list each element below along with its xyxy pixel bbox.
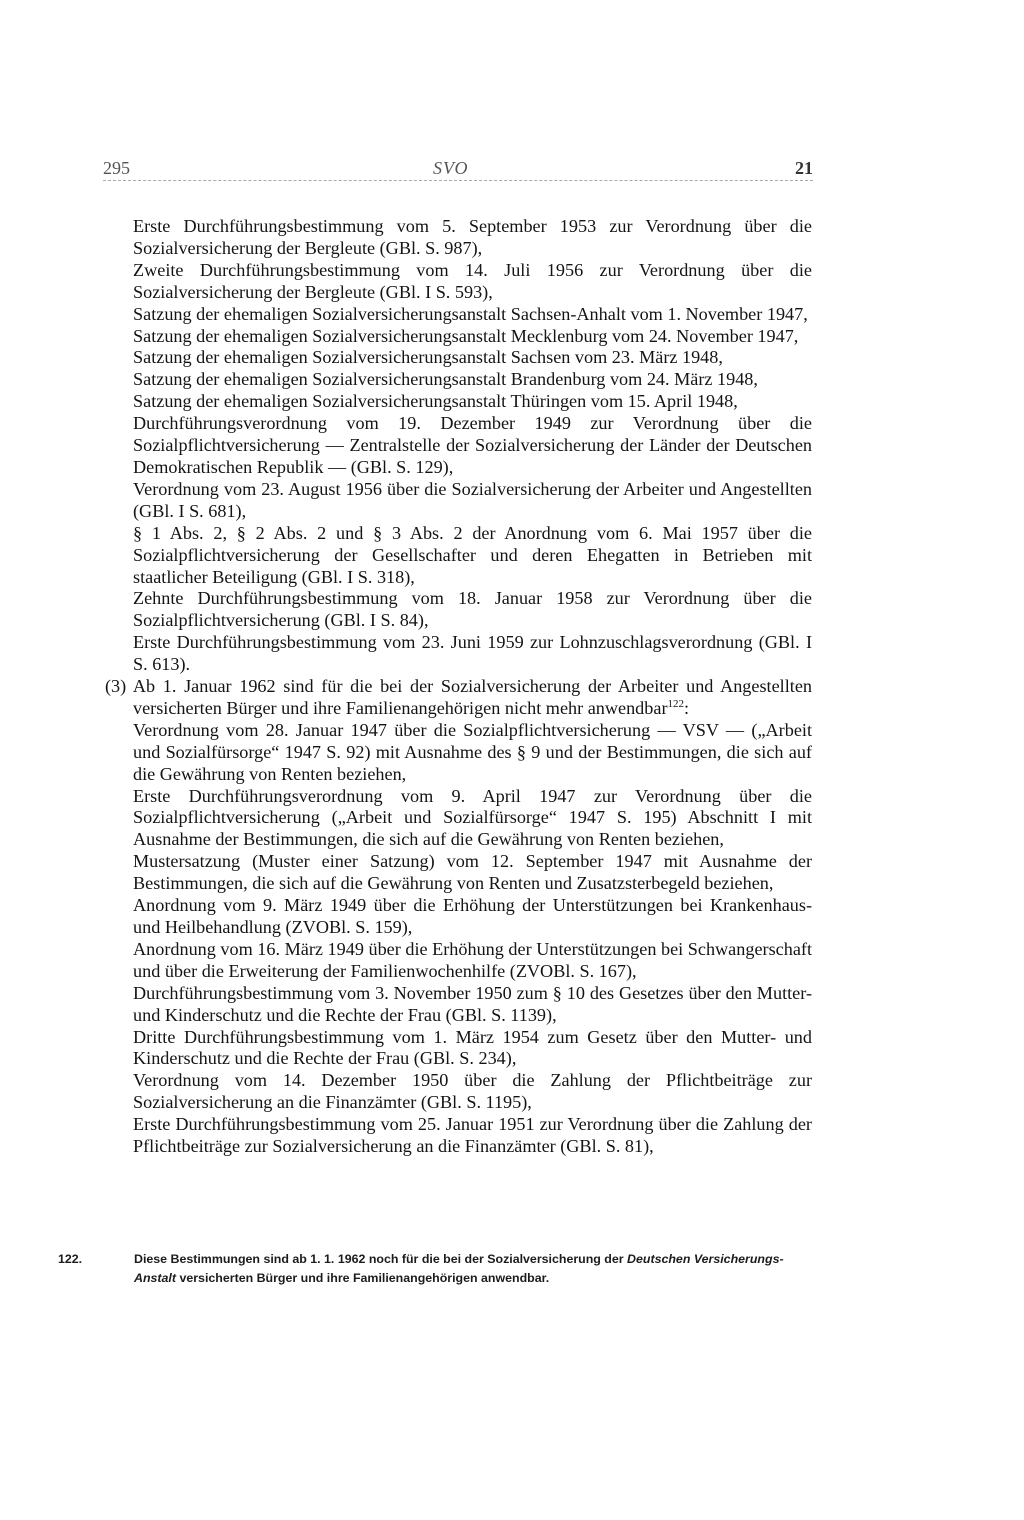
list-item: Erste Durchführungsbestimmung vom 25. Januar 1951 zur Verordnung über die Zahlung der Pflichtbeiträge zur Sozialversicherung an die Finanzämter (GBl. S. 81), bbox=[133, 1114, 812, 1157]
list-item: Zweite Durchführungsbestimmung vom 14. Juli 1956 zur Verordnung über die Sozialversicherung der Bergleute (GBl. I S. 593), bbox=[133, 259, 812, 302]
list-item: Verordnung vom 23. August 1956 über die Sozialversicherung der Arbeiter und Angestellten (GBl. I S. 681), bbox=[133, 478, 812, 521]
paragraph-3 bbox=[96, 676, 812, 720]
list-item: Erste Durchführungsverordnung vom 9. April 1947 zur Verordnung über die Sozialpflichtversicherung („Arbeit und Sozialfürsorge“ 1947 S. 195) Abschnitt I mit Ausnahme der Bestimmungen, die sich auf die Gewährung von Renten beziehen, bbox=[133, 785, 812, 850]
list-item: Durchführungsverordnung vom 19. Dezember 1949 zur Verordnung über die Sozialpflichtversicherung — Zentralstelle der Sozialversicherung der Länder der Deutschen Demokratischen Republik — (GBl. S. 129), bbox=[133, 413, 812, 477]
list-item: Erste Durchführungsbestimmung vom 23. Juni 1959 zur Lohnzuschlagsverordnung (GBl. I S. 613). bbox=[133, 632, 812, 675]
paragraph-3-text: (3) Ab 1. Januar 1962 sind für die bei der Sozialversicherung der Arbeiter und Angestellten versicherten Bürger und ihre Familienangehörigen nicht mehr anwendbar bbox=[105, 676, 812, 718]
list-item: Satzung der ehemaligen Sozialversicherungsanstalt Brandenburg vom 24. März 1948, bbox=[133, 369, 758, 390]
list-item: Mustersatzung (Muster einer Satzung) vom 12. September 1947 mit Ausnahme der Bestimmungen, die sich auf die Gewährung von Renten und Zusatzsterbegeld beziehen, bbox=[133, 851, 812, 894]
list-item: Verordnung vom 28. Januar 1947 über die Sozialpflichtversicherung — VSV — („Arbeit und Sozialfürsorge“ 1947 S. 92) mit Ausnahme des § 9 und der Bestimmungen, die sich auf die Gewährung von Renten beziehen, bbox=[133, 719, 812, 784]
list-item: Anordnung vom 9. März 1949 über die Erhöhung der Unterstützungen bei Krankenhaus- und Heilbehandlung (ZVOBl. S. 159), bbox=[133, 895, 812, 937]
list-item: Satzung der ehemaligen Sozialversicherungsanstalt Sachsen-Anhalt vom 1. November 1947, bbox=[133, 303, 808, 324]
paragraph-3-suffix: : bbox=[684, 697, 690, 718]
list-item: Satzung der ehemaligen Sozialversicherungsanstalt Thüringen vom 15. April 1948, bbox=[133, 391, 738, 412]
page-number: 295 bbox=[103, 158, 130, 178]
body-text bbox=[96, 216, 812, 1158]
list-item: Dritte Durchführungsbestimmung vom 1. März 1954 zum Gesetz über den Mutter- und Kinderschutz und die Rechte der Frau (GBl. S. 234), bbox=[133, 1026, 812, 1069]
list-item: Satzung der ehemaligen Sozialversicherungsanstalt Sachsen vom 23. März 1948, bbox=[133, 347, 723, 368]
footnote-text-after: versicherten Bürger und ihre Familienangehörigen anwendbar. bbox=[179, 1271, 550, 1285]
footnote-reference[interactable]: 122 bbox=[667, 697, 684, 710]
list-item: Anordnung vom 16. März 1949 über die Erhöhung der Unterstützungen bei Schwangerschaft und über die Erweiterung der Familienwochenhilfe (ZVOBl. S. 167), bbox=[133, 938, 812, 981]
running-title: SVO bbox=[433, 158, 469, 178]
list-item: Zehnte Durchführungsbestimmung vom 18. Januar 1958 zur Verordnung über die Sozialpflichtversicherung (GBl. I S. 84), bbox=[133, 588, 812, 631]
section-number: 21 bbox=[795, 158, 813, 178]
footnote bbox=[58, 1250, 812, 1288]
list-item: Erste Durchführungsbestimmung vom 5. September 1953 zur Verordnung über die Sozialversicherung der Bergleute (GBl. S. 987), bbox=[133, 216, 812, 258]
list-item: Satzung der ehemaligen Sozialversicherungsanstalt Mecklenburg vom 24. November 1947, bbox=[133, 325, 799, 346]
header-rule bbox=[103, 180, 813, 181]
footnote-body bbox=[58, 1250, 812, 1288]
footnote-number: 122. bbox=[58, 1252, 83, 1266]
footnote-text-before: Diese Bestimmungen sind ab 1. 1. 1962 noch für die bei der Sozialversicherung der bbox=[134, 1252, 624, 1266]
list-item: Durchführungsbestimmung vom 3. November 1950 zum § 10 des Gesetzes über den Mutter- und Kinderschutz und die Rechte der Frau (GBl. S. 1139), bbox=[133, 982, 812, 1025]
page-header bbox=[103, 158, 813, 184]
footnote-italic-text: Deutschen Versicherungs-Anstalt bbox=[134, 1252, 784, 1285]
list-item: § 1 Abs. 2, § 2 Abs. 2 und § 3 Abs. 2 der Anordnung vom 6. Mai 1957 über die Sozialpflichtversicherung der Gesellschafter und deren Ehegatten in Betrieben mit staatlicher Beteiligung (GBl. I S. 318), bbox=[133, 522, 812, 587]
list-item: Verordnung vom 14. Dezember 1950 über die Zahlung der Pflichtbeiträge zur Sozialversicherung an die Finanzämter (GBl. S. 1195), bbox=[133, 1070, 812, 1113]
